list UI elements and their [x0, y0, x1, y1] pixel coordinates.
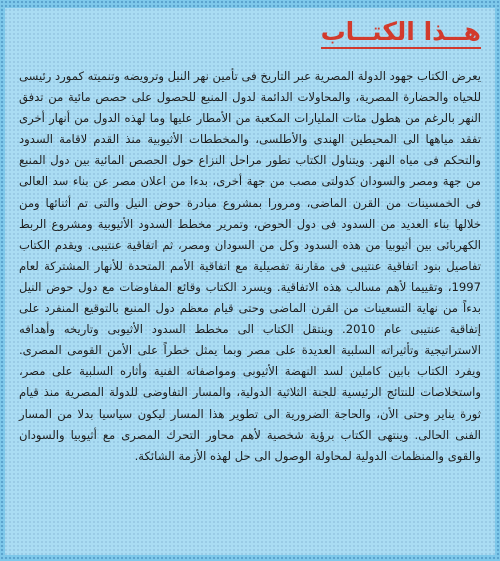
title-underline [321, 47, 481, 49]
title-block [321, 17, 481, 51]
page-title: هــذا الكتــاب [320, 17, 481, 46]
book-description-panel [5, 8, 495, 555]
book-description-text: يعرض الكتاب جهود الدولة المصرية عبر التاريخ فى تأمين نهر النيل وترويضه وتنميته كمورد رئيسى للحياه والحضارة المصرية، والمحاولات الدائمة لدول المنبع للحصول على حصص مائية من تدفق النهر بالرغم من هطول مئات المليارات المكعبة من الأمطار عليها وما لهذه الدول من أنهار أخرى تفقد مياهها الى المحيطين الهندى والأطلسى، والمخططات الأثيوبية منذ القدم لاقامة السدود والتحكم فى مياه النهر. ويتناول الكتاب تطور مراحل النزاع حول الحصص المائية بين دول المنبع من جهة ومصر والسودان كدولتى مصب من جهة أخرى، بدءا من اعلان مصر عن بناء سد العالى فى الخمسينات من القرن الماضى، ومرورا بمشروع مبادرة حوض النيل والتى تم أثنائها ومن خلالها بناء العديد من السدود فى دول الحوض، وتمرير مخطط السدود الأثيوبية ومشروع الربط الكهربائى بين أثيوبيا من هذه السدود وكل من السودان ومصر، ثم اتفاقية عنتيبى. ويقدم الكتاب تفاصيل بنود اتفاقية عنتيبى فى مقارنة تفصيلية مع اتفاقية الأمم المتحدة للأنهار المشتركة لعام 1997، وتقييما لأهم مسالب هذه الاتفاقية. ويسرد الكتاب وقائع المفاوضات مع دول حوض النيل بدءاً من نهاية التسعينات من القرن الماضى وحتى قيام معظم دول المنبع بالتوقيع المنفرد على إتفاقية عنتيبى عام 2010. وينتقل الكتاب الى مخطط السدود الأثيوبى وتاريخه وأهدافه الاستراتيجية وتأثيراته السلبية العديدة على مصر وبما يمثل خطراً على الأمن القومى المصرى. ويفرد الكتاب بابين كاملين لسد النهضة الأثيوبى ومواصفاته الفنية وأثاره السلبية على مصر، واستخلاصات للنتائج الرئيسية للجنة الثلاثية الدولية، والمسار التفاوضى للدولة المصرية منذ قيام ثورة يناير وحتى الأن، والحاجة الضرورية الى تطوير هذا المسار ليكون سياسيا بدلا من المسار الفنى الحالى. وينتهى الكتاب برؤية شخصية لأهم محاور التحرك المصرى مع أثيوبيا والسودان والقوى والمنظمات الدولية لمحاولة الوصول الى حل لهذه الأزمة الشائكة. [19, 69, 481, 463]
